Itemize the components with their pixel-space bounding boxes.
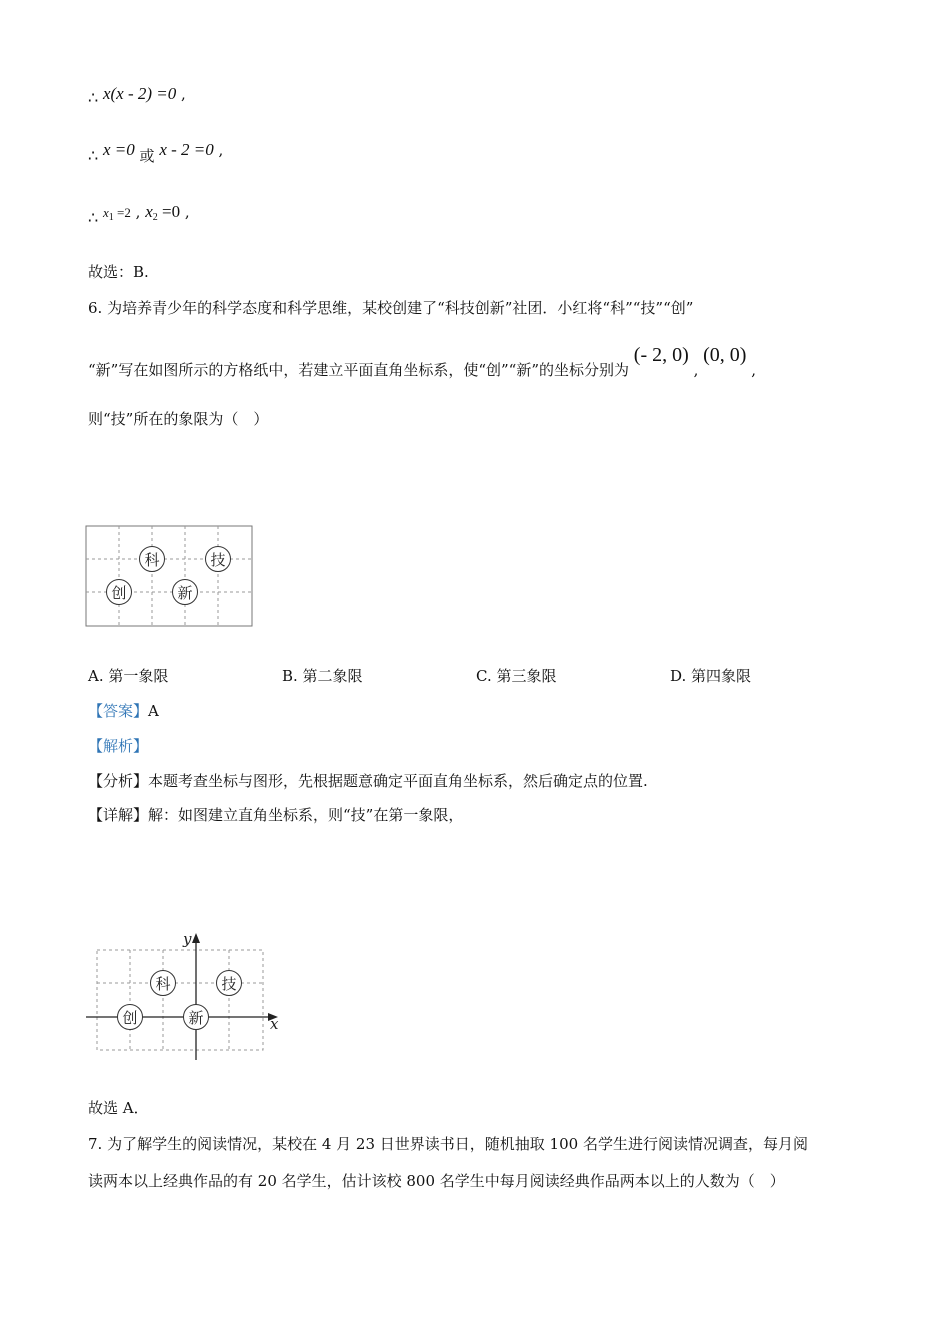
root-1: $x_1 =2$ [102,205,131,223]
char-ji [206,547,231,572]
equation-left: x =0 [102,140,135,159]
answer-tag: 【答案】 [88,702,149,720]
char-chuang [118,1005,143,1030]
therefore-symbol: ∴ [88,88,99,107]
svg-text:新: 新 [177,584,193,602]
equation-right: x - 2 =0 [159,140,214,159]
question-6-line-1: 6. 为培养青少年的科学态度和科学思维，某校创建了“科技创新”社团．小红将“科”“技”“创” [88,299,694,317]
answer-line [88,700,159,721]
option-a[interactable]: A. 第一象限 [88,667,169,685]
solution-step-1 [88,84,186,107]
char-xin [184,1005,209,1030]
option-c[interactable]: C. 第三象限 [476,667,557,685]
svg-text:创: 创 [111,584,127,602]
x-axis [86,1013,279,1033]
y-axis [182,930,200,1060]
therefore-symbol: ∴ [88,146,99,165]
coordinate-xin: (0, 0) [703,344,747,366]
question-7-line-2: 读两本以上经典作品的有 20 名学生，估计该校 800 名学生中每月阅读经典作品两本以上的人数为（ ） [88,1172,785,1190]
question-7-line-1: 7. 为了解学生的阅读情况，某校在 4 月 23 日世界读书日，随机抽取 100 名学生进行阅读情况调查，每月阅 [88,1135,808,1153]
root-2: $x_2 =0$ [145,202,181,223]
char-ke [140,547,165,572]
coordinate-figure [84,926,284,1064]
option-b[interactable]: B. 第二象限 [282,667,363,685]
punctuation: , [181,85,186,103]
punctuation: , [218,141,224,159]
fenxi-text: 本题考查坐标与图形，先根据题意确定平面直角坐标系，然后确定点的位置. [148,772,648,790]
svg-text:科: 科 [155,975,171,993]
or-word: 或 [139,147,155,165]
svg-text:y: y [183,930,192,948]
punctuation: , [184,203,190,221]
coordinate-chuang: (- 2, 0) [633,344,689,366]
grid-figure [84,524,256,630]
question-6-line-3: 则“技”所在的象限为（ ） [88,410,269,428]
equation: x(x - 2) =0 [102,84,177,103]
xiangjie-tag: 【详解】 [88,806,149,824]
svg-text:技: 技 [221,975,237,993]
svg-text:新: 新 [188,1009,204,1027]
option-d[interactable]: D. 第四象限 [670,667,752,685]
punctuation: , [135,203,141,221]
svg-text:科: 科 [144,551,160,569]
svg-text:技: 技 [210,551,226,569]
analysis-tag: 【解析】 [88,737,149,755]
xiangjie-text: 解：如图建立直角坐标系，则“技”在第一象限， [148,806,464,824]
char-chuang [107,580,132,605]
svg-text:x: x [270,1015,279,1033]
question-6-line-2: “新”写在如图所示的方格纸中，若建立平面直角坐标系，使“创”“新”的坐标分别为 (- 2, 0) , (0, 0) , [88,344,757,379]
conclusion: 故选 A． [88,1099,149,1117]
therefore-symbol: ∴ [88,208,99,227]
char-ke [151,971,176,996]
analysis-line [88,770,648,791]
solution-step-3 [88,202,190,227]
char-xin [173,580,198,605]
solution-step-2 [88,140,223,166]
answer-value: A [148,702,159,720]
svg-text:创: 创 [122,1009,138,1027]
previous-answer: 故选：B. [88,263,149,281]
fenxi-tag: 【分析】 [88,772,149,790]
char-ji [217,971,242,996]
detail-line [88,804,463,825]
